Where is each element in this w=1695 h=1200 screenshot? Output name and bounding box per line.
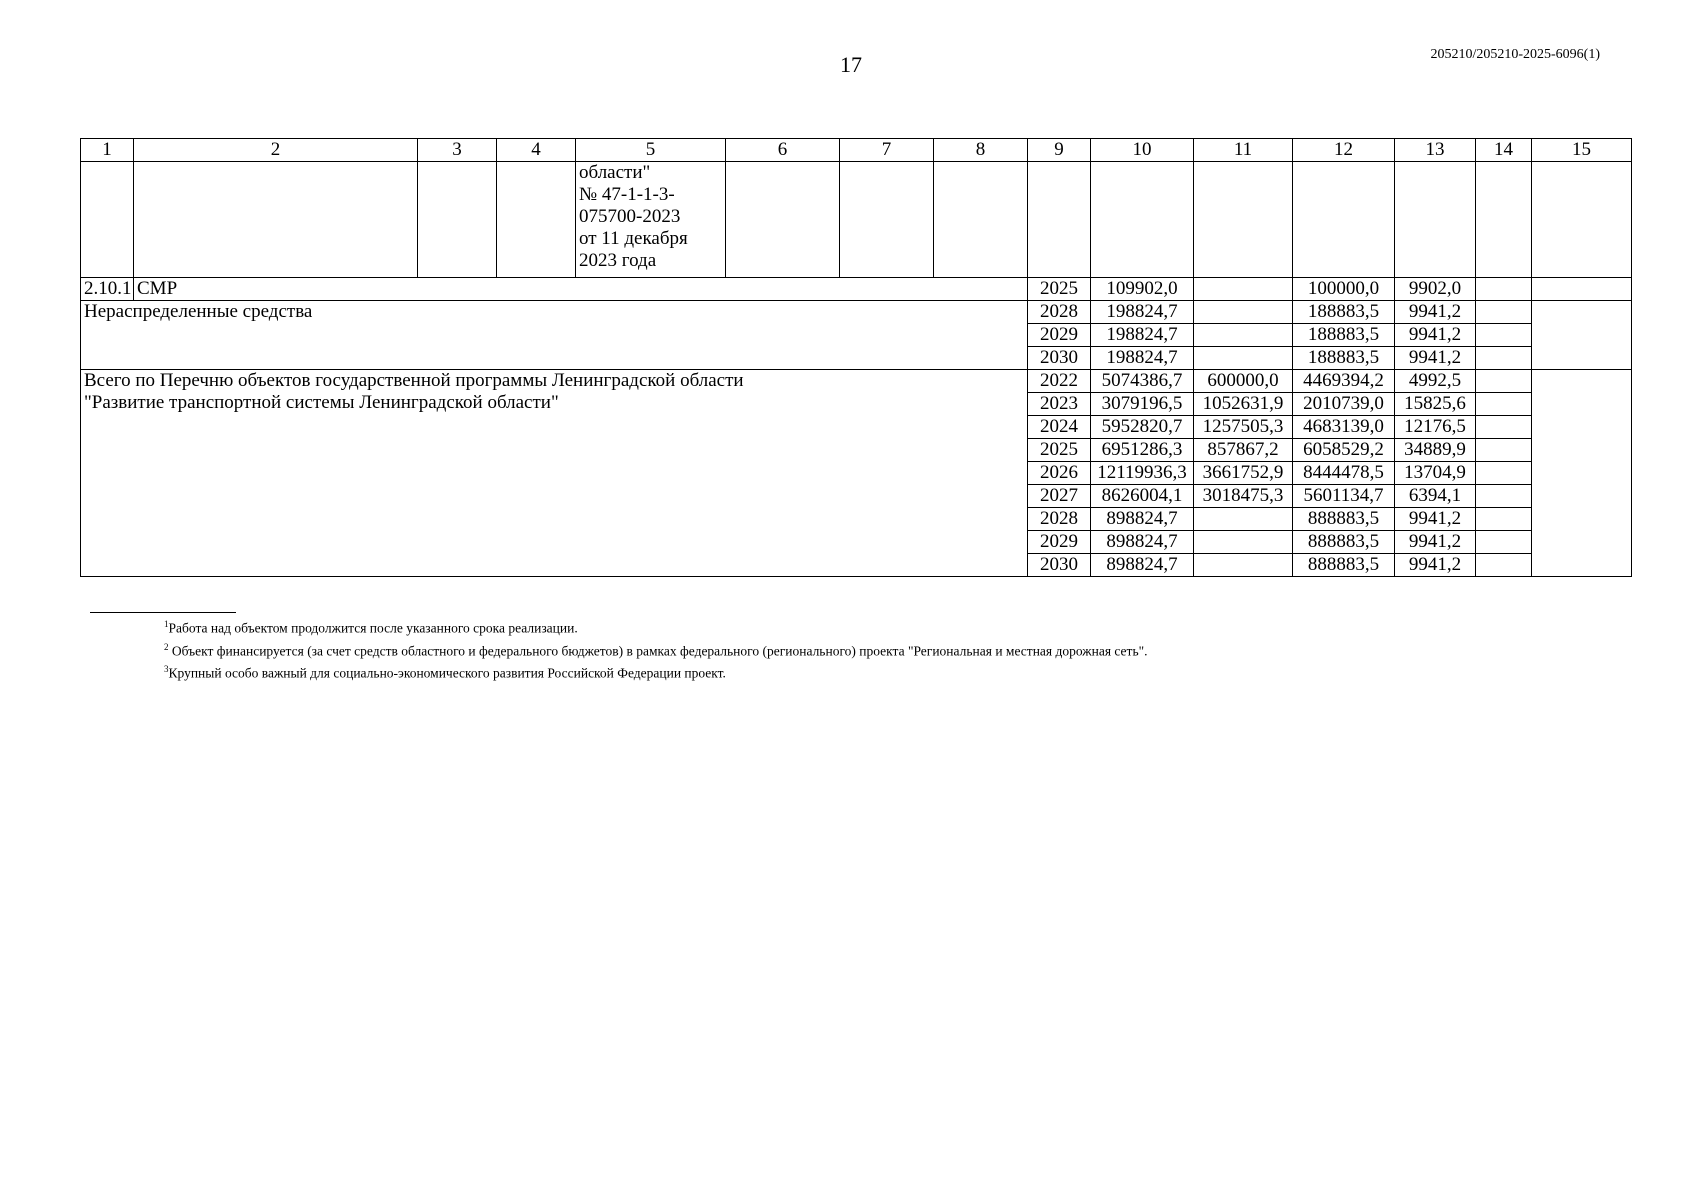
federal-cell bbox=[1194, 301, 1293, 324]
other-cell bbox=[1476, 324, 1532, 347]
year-cell: 2022 bbox=[1028, 370, 1091, 393]
year-cell: 2024 bbox=[1028, 416, 1091, 439]
total-cell: 5074386,7 bbox=[1091, 370, 1194, 393]
reference-line: области" bbox=[579, 162, 651, 183]
total-cell: 3079196,5 bbox=[1091, 393, 1194, 416]
col-header: 11 bbox=[1194, 139, 1293, 162]
col-header: 15 bbox=[1532, 139, 1632, 162]
col-header: 7 bbox=[840, 139, 934, 162]
objects-table bbox=[80, 138, 1632, 577]
other-cell bbox=[1476, 439, 1532, 462]
year-cell: 2029 bbox=[1028, 324, 1091, 347]
page-number: 17 bbox=[840, 52, 862, 77]
regional-cell: 6058529,2 bbox=[1293, 439, 1395, 462]
regional-cell: 8444478,5 bbox=[1293, 462, 1395, 485]
federal-cell bbox=[1194, 531, 1293, 554]
federal-cell: 600000,0 bbox=[1194, 370, 1293, 393]
other-cell bbox=[1476, 416, 1532, 439]
local-cell: 12176,5 bbox=[1395, 416, 1476, 439]
local-cell: 9941,2 bbox=[1395, 554, 1476, 577]
col-header: 8 bbox=[934, 139, 1028, 162]
local-cell: 15825,6 bbox=[1395, 393, 1476, 416]
regional-cell: 2010739,0 bbox=[1293, 393, 1395, 416]
col-header: 10 bbox=[1091, 139, 1194, 162]
col-header: 14 bbox=[1476, 139, 1532, 162]
total-cell: 198824,7 bbox=[1091, 347, 1194, 370]
reference-line: 075700-2023 bbox=[579, 206, 681, 227]
total-cell: 898824,7 bbox=[1091, 508, 1194, 531]
total-cell: 12119936,3 bbox=[1091, 462, 1194, 485]
col-header: 6 bbox=[726, 139, 840, 162]
footnotes bbox=[90, 612, 1148, 683]
col-header: 5 bbox=[576, 139, 726, 162]
unallocated-funds-row bbox=[81, 301, 1632, 324]
row-name: СМР bbox=[134, 278, 1028, 301]
total-cell: 5952820,7 bbox=[1091, 416, 1194, 439]
col-header: 3 bbox=[418, 139, 497, 162]
local-cell: 34889,9 bbox=[1395, 439, 1476, 462]
regional-cell: 888883,5 bbox=[1293, 531, 1395, 554]
federal-cell bbox=[1194, 554, 1293, 577]
other-cell bbox=[1476, 347, 1532, 370]
year-cell: 2029 bbox=[1028, 531, 1091, 554]
footnote: $^3$Крупный особо важный для социально-экономического развития Российской Федерации проект. bbox=[164, 664, 726, 681]
federal-cell: 1052631,9 bbox=[1194, 393, 1293, 416]
footnote: $^2$ Объект финансируется (за счет средств областного и федерального бюджетов) в рамках федерального (регионального) проекта "Региональная и местная дорожная сеть". bbox=[164, 641, 1148, 658]
federal-cell bbox=[1194, 324, 1293, 347]
reference-line: от 11 декабря bbox=[579, 228, 688, 249]
label-line: "Развитие транспортной системы Ленинградской области" bbox=[84, 392, 559, 413]
federal-cell: 1257505,3 bbox=[1194, 416, 1293, 439]
regional-cell: 888883,5 bbox=[1293, 508, 1395, 531]
local-cell: 9941,2 bbox=[1395, 531, 1476, 554]
federal-cell bbox=[1194, 347, 1293, 370]
federal-cell bbox=[1194, 508, 1293, 531]
col-header: 9 bbox=[1028, 139, 1091, 162]
other-cell bbox=[1476, 393, 1532, 416]
reference-line: № 47-1-1-3- bbox=[579, 184, 675, 205]
agreement-reference bbox=[576, 162, 726, 278]
label-line: Всего по Перечню объектов государственной программы Ленинградской области bbox=[84, 370, 744, 391]
col-header: 2 bbox=[134, 139, 418, 162]
document-id: 205210/205210-2025-6096(1) bbox=[1430, 47, 1600, 62]
other-cell bbox=[1476, 531, 1532, 554]
other-cell bbox=[1476, 508, 1532, 531]
regional-cell: 5601134,7 bbox=[1293, 485, 1395, 508]
other-cell bbox=[1476, 370, 1532, 393]
year-cell: 2027 bbox=[1028, 485, 1091, 508]
footnote-divider bbox=[90, 612, 236, 613]
other-cell bbox=[1476, 462, 1532, 485]
row-code: 2.10.1 bbox=[81, 278, 134, 301]
other-cell bbox=[1476, 554, 1532, 577]
col-header: 12 bbox=[1293, 139, 1395, 162]
total-cell: 898824,7 bbox=[1091, 554, 1194, 577]
other-cell bbox=[1476, 278, 1532, 301]
col-header: 4 bbox=[497, 139, 576, 162]
smr-row bbox=[81, 278, 1632, 301]
year-cell: 2028 bbox=[1028, 508, 1091, 531]
local-cell: 9941,2 bbox=[1395, 324, 1476, 347]
reference-line: 2023 года bbox=[579, 250, 657, 271]
total-cell: 198824,7 bbox=[1091, 324, 1194, 347]
label-line: Нераспределенные средства bbox=[84, 301, 313, 322]
year-cell: 2028 bbox=[1028, 301, 1091, 324]
total-cell: 109902,0 bbox=[1091, 278, 1194, 301]
total-cell: 198824,7 bbox=[1091, 301, 1194, 324]
continuation-row bbox=[81, 162, 1632, 278]
regional-cell: 100000,0 bbox=[1293, 278, 1395, 301]
blank-cell bbox=[1532, 301, 1632, 370]
program-total-row bbox=[81, 370, 1632, 393]
local-cell: 9941,2 bbox=[1395, 301, 1476, 324]
regional-cell: 188883,5 bbox=[1293, 301, 1395, 324]
local-cell: 13704,9 bbox=[1395, 462, 1476, 485]
program-total-label bbox=[81, 370, 1028, 577]
local-cell: 6394,1 bbox=[1395, 485, 1476, 508]
blank-cell bbox=[1532, 370, 1632, 577]
federal-cell: 3018475,3 bbox=[1194, 485, 1293, 508]
year-cell: 2030 bbox=[1028, 347, 1091, 370]
local-cell: 9902,0 bbox=[1395, 278, 1476, 301]
regional-cell: 4469394,2 bbox=[1293, 370, 1395, 393]
col-header: 13 bbox=[1395, 139, 1476, 162]
local-cell: 4992,5 bbox=[1395, 370, 1476, 393]
year-cell: 2030 bbox=[1028, 554, 1091, 577]
footnote: $^1$Работа над объектом продолжится после указанного срока реализации. bbox=[164, 619, 578, 636]
year-cell: 2026 bbox=[1028, 462, 1091, 485]
total-cell: 6951286,3 bbox=[1091, 439, 1194, 462]
regional-cell: 188883,5 bbox=[1293, 324, 1395, 347]
total-cell: 898824,7 bbox=[1091, 531, 1194, 554]
col-header: 1 bbox=[81, 139, 134, 162]
local-cell: 9941,2 bbox=[1395, 347, 1476, 370]
other-cell bbox=[1476, 301, 1532, 324]
regional-cell: 4683139,0 bbox=[1293, 416, 1395, 439]
column-numbers-row bbox=[81, 139, 1632, 162]
regional-cell: 888883,5 bbox=[1293, 554, 1395, 577]
unallocated-funds-label bbox=[81, 301, 1028, 370]
federal-cell: 3661752,9 bbox=[1194, 462, 1293, 485]
total-cell: 8626004,1 bbox=[1091, 485, 1194, 508]
federal-cell: 857867,2 bbox=[1194, 439, 1293, 462]
year-cell: 2025 bbox=[1028, 439, 1091, 462]
local-cell: 9941,2 bbox=[1395, 508, 1476, 531]
other-cell bbox=[1476, 485, 1532, 508]
year-cell: 2025 bbox=[1028, 278, 1091, 301]
year-cell: 2023 bbox=[1028, 393, 1091, 416]
regional-cell: 188883,5 bbox=[1293, 347, 1395, 370]
federal-cell bbox=[1194, 278, 1293, 301]
